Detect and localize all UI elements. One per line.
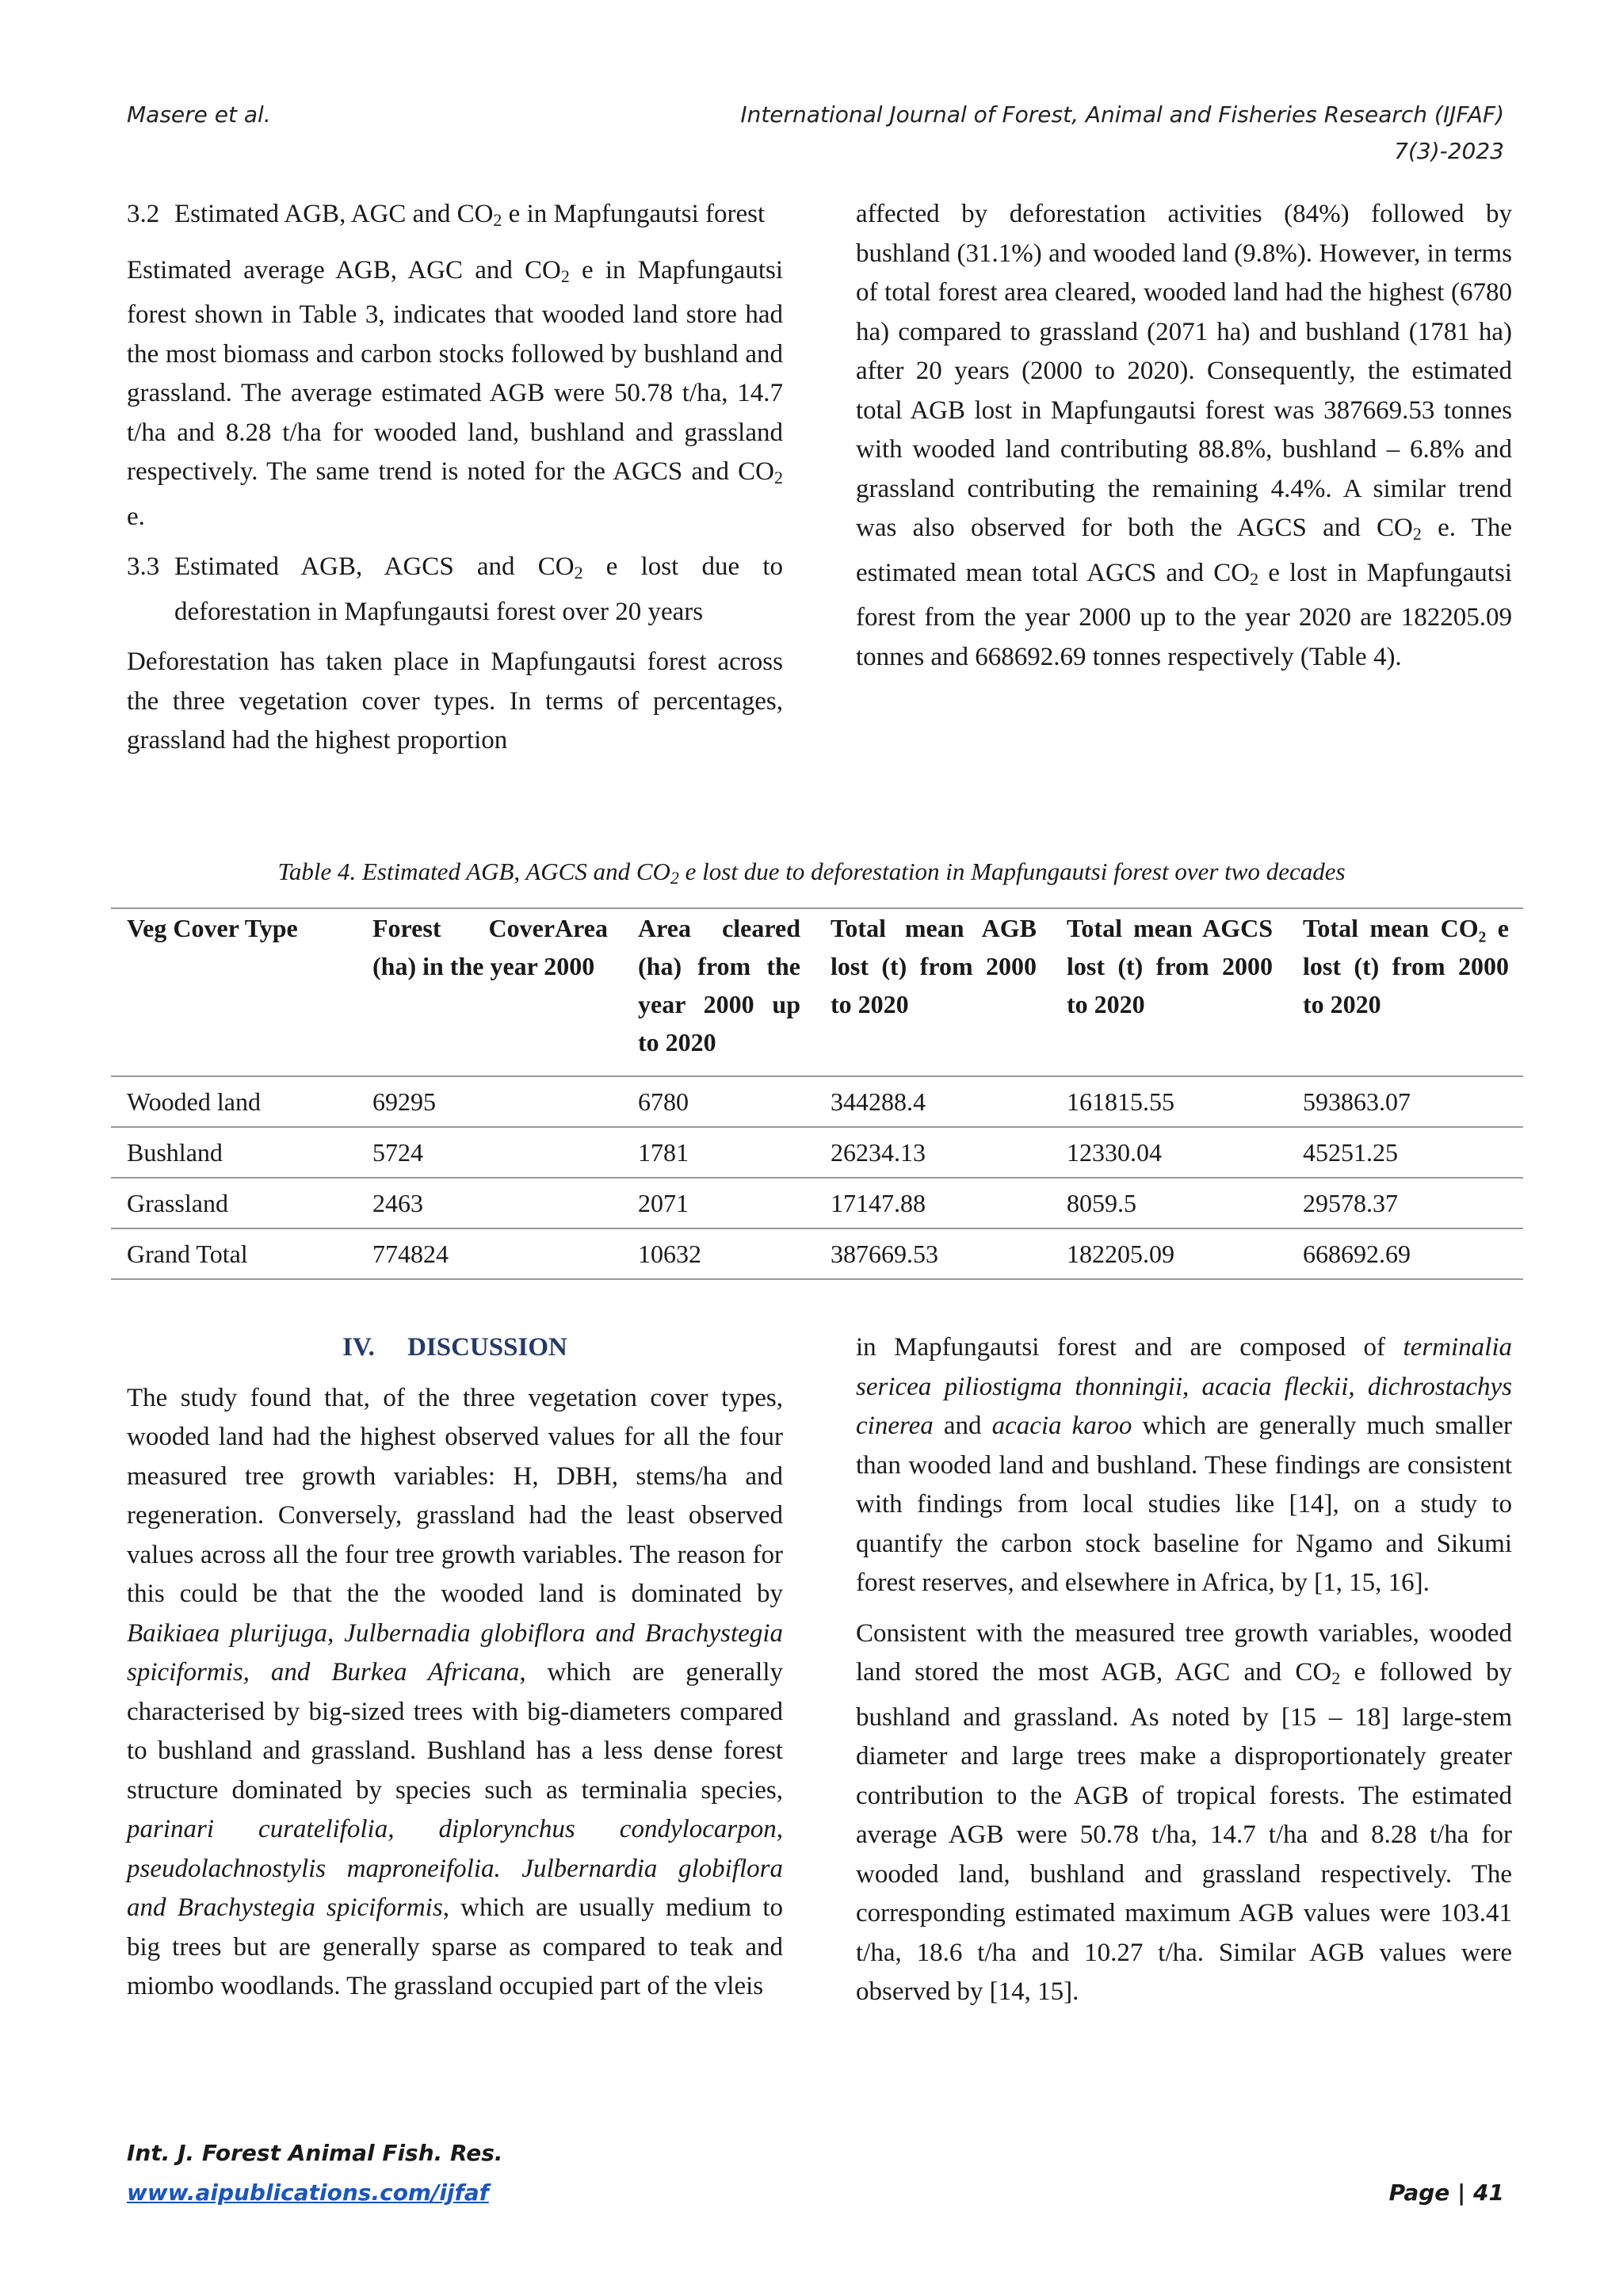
column-header: Area cleared (ha) from the year 2000 up to 2020 [638,914,800,1056]
table-cell: 12330.04 [1067,1138,1162,1167]
table-cell: Grand Total [127,1240,248,1268]
caption-text: e lost due to deforestation in Mapfungautsi forest over two decades [678,858,1346,885]
table-cell: 182205.09 [1067,1240,1174,1268]
text: The study found that, of the three vegetation cover types, wooded land had the highest observed values for all the four measured tree growth variables: H, DBH, stems/ha and regeneration. Conversely, grassland had the least observed values across all the four tree growth variables. The reason for this could be that the the wooded land is dominated by [127,1383,783,1608]
paragraph [856,1328,1512,1603]
text: and [933,1412,992,1440]
table-cell: Grassland [127,1189,228,1217]
text: e. The estimated mean total AGCS and CO [856,514,1513,587]
table-cell: Wooded land [127,1087,261,1116]
species-names: parinari curatelifolia, diplorynchus condylocarpon, pseudolachnostylis maproneifolia. Julbernardia globiflora and Brachystegia spiciformis [127,1815,783,1922]
section-number: 3.3 [127,552,160,581]
table-cell: 668692.69 [1303,1240,1411,1268]
text: e. [127,502,145,531]
table-cell: 774824 [372,1240,449,1268]
footer-link-wrap [127,2179,489,2206]
species-names: terminalia sericea piliostigma thonningii, acacia fleckii, dichrostachys cinerea [856,1333,1512,1440]
text: e in Mapfungautsi forest shown in Table 3, indicates that wooded land store had the most biomass and carbon stocks followed by bushland and grassland. The average estimated AGB were 50.78 t/ha, 14.7 t/ha and 8.28 t/ha for wooded land, bushland and grassland respectively. The same trend is noted for the AGCS and CO [127,255,783,486]
table-cell: 2071 [638,1189,689,1217]
table-cell: 10632 [638,1240,701,1268]
left-column-bottom [127,1328,783,2018]
running-header-issue: 7(3)-2023 [1394,138,1504,164]
table-cell: 387669.53 [831,1240,938,1268]
table-cell: 69295 [372,1087,436,1116]
table-cell: 161815.55 [1067,1087,1174,1116]
section-title-part: e lost due to deforestation in Mapfungautsi forest over 20 years [174,552,783,626]
table-cell: 29578.37 [1303,1189,1398,1217]
left-column-top [127,195,783,772]
table-row [111,1178,1523,1228]
table-row [111,1127,1523,1178]
text: in Mapfungautsi forest and are composed of [856,1333,1403,1362]
footer-journal-abbrev: Int. J. Forest Animal Fish. Res. [127,2140,503,2166]
section-title-part: Estimated AGB, AGCS and CO [174,552,575,581]
section-title [174,548,783,632]
text: affected by deforestation activities (84%) followed by bushland (31.1%) and wooded land (9.8%). However, in terms of total forest area cleared, wooded land had the highest (6780 ha) compared to grassland (2071 ha) and bushland (1781 ha) after 20 years (2000 to 2020). Consequently, the estimated total AGB lost in Mapfungautsi forest was 387669.53 tonnes with wooded land contributing 88.8%, bushland – 6.8% and grassland contributing the remaining 4.4%. A similar trend was also observed for both the AGCS and CO [856,200,1512,542]
caption-text: Table 4. Estimated AGB, AGCS and CO [277,858,670,885]
subscript: 2 [670,868,679,888]
species-names: acacia karoo [991,1412,1132,1440]
table-cell: 45251.25 [1303,1138,1398,1167]
section-title-part: Estimated AGB, AGC and CO [174,200,494,228]
subscript: 2 [1412,524,1422,544]
text: Consistent with the measured tree growth variables, wooded land stored the most AGB, AGC and CO [856,1618,1512,1687]
section-title [174,195,783,240]
column-header: Total mean AGCS lost (t) from 2000 to 2020 [1067,914,1273,1018]
table-row [111,1228,1523,1279]
column-header: Total mean AGB lost (t) from 2000 to 2020 [831,914,1037,1018]
table-cell: 2463 [372,1189,423,1217]
column-header: Veg Cover Type [127,914,298,942]
right-column-top [856,195,1512,688]
running-header-authors: Masere et al. [127,101,271,128]
paragraph [856,195,1512,677]
text: , which are generally characterised by big-sized trees with big-diameters compared to bushland and grassland. Bushland has a less dense forest structure dominated by species such as terminalia species, [127,1658,783,1805]
table-caption [111,858,1512,888]
section-3-3-heading [127,548,783,632]
table-cell: 5724 [372,1138,423,1167]
right-column-bottom [856,1328,1512,2023]
table-cell: 17147.88 [831,1189,926,1217]
table-4 [111,907,1523,1280]
species-names: Baikiaea plurijuga, Julbernadia globiflora and Brachystegia spiciformis, and Burkea Africana [127,1618,783,1687]
table-row [111,1076,1523,1127]
page-number: Page | 41 [1388,2179,1504,2206]
paragraph [856,1614,1512,2012]
section-3-2-heading [127,195,783,240]
column-header: Total mean CO₂ e lost (t) from 2000 to 2020 [1303,914,1509,1018]
paragraph [127,251,783,537]
table-cell: 6780 [638,1087,689,1116]
subscript: 2 [1250,568,1259,589]
text: e followed by bushland and grassland. As noted by [15 – 18] large-stem diameter and large trees make a disproportionately greater contribution to the AGB of tropical forests. The estimated average AGB were 50.78 t/ha, 14.7 t/ha and 8.28 t/ha for wooded land, bushland and grassland respectively. The corresponding estimated maximum AGB values were 103.41 t/ha, 18.6 t/ha and 10.27 t/ha. Similar AGB values were observed by [14, 15]. [856,1658,1513,2006]
table-header-row [111,908,1523,1076]
text: , which are usually medium to big trees but are generally sparse as compared to teak and miombo woodlands. The grassland occupied part of the vleis [127,1893,784,2000]
table-cell: 593863.07 [1303,1087,1411,1116]
table-cell: 344288.4 [831,1087,926,1116]
text: which are generally much smaller than wooded land and bushland. These findings are consistent with findings from local studies like [14], on a study to quantify the carbon stock baseline for Ngamo and Sikumi forest reserves, and elsewhere in Africa, by [1, 15, 16]. [856,1412,1512,1597]
journal-url-link[interactable]: www.aipublications.com/ijfaf [127,2179,489,2206]
text: Estimated average AGB, AGC and CO [127,255,561,285]
section-number: 3.2 [127,200,160,228]
table-cell: 1781 [638,1138,689,1167]
section-title-part: e in Mapfungautsi forest [502,200,766,228]
subscript: 2 [560,266,570,286]
text: e lost in Mapfungautsi forest from the year 2000 up to the year 2020 are 182205.09 tonnes and 668692.69 tonnes respectively (Table 4). [856,558,1512,671]
subscript: 2 [1331,1668,1341,1688]
subscript: 2 [574,563,583,583]
running-header-journal: International Journal of Forest, Animal and Fisheries Research (IJFAF) [740,101,1504,128]
subscript: 2 [774,468,783,487]
paragraph: Deforestation has taken place in Mapfungautsi forest across the three vegetation cover types. In terms of percentages, grassland had the highest proportion [127,648,783,755]
column-header: Forest CoverArea (ha) in the year 2000 [372,914,608,980]
table-cell: 8059.5 [1067,1189,1136,1217]
paragraph [127,1379,783,2007]
discussion-heading: IV. DISCUSSION [342,1333,567,1362]
table-cell: 26234.13 [831,1138,926,1167]
subscript: 2 [493,210,502,230]
table-cell: Bushland [127,1138,223,1167]
